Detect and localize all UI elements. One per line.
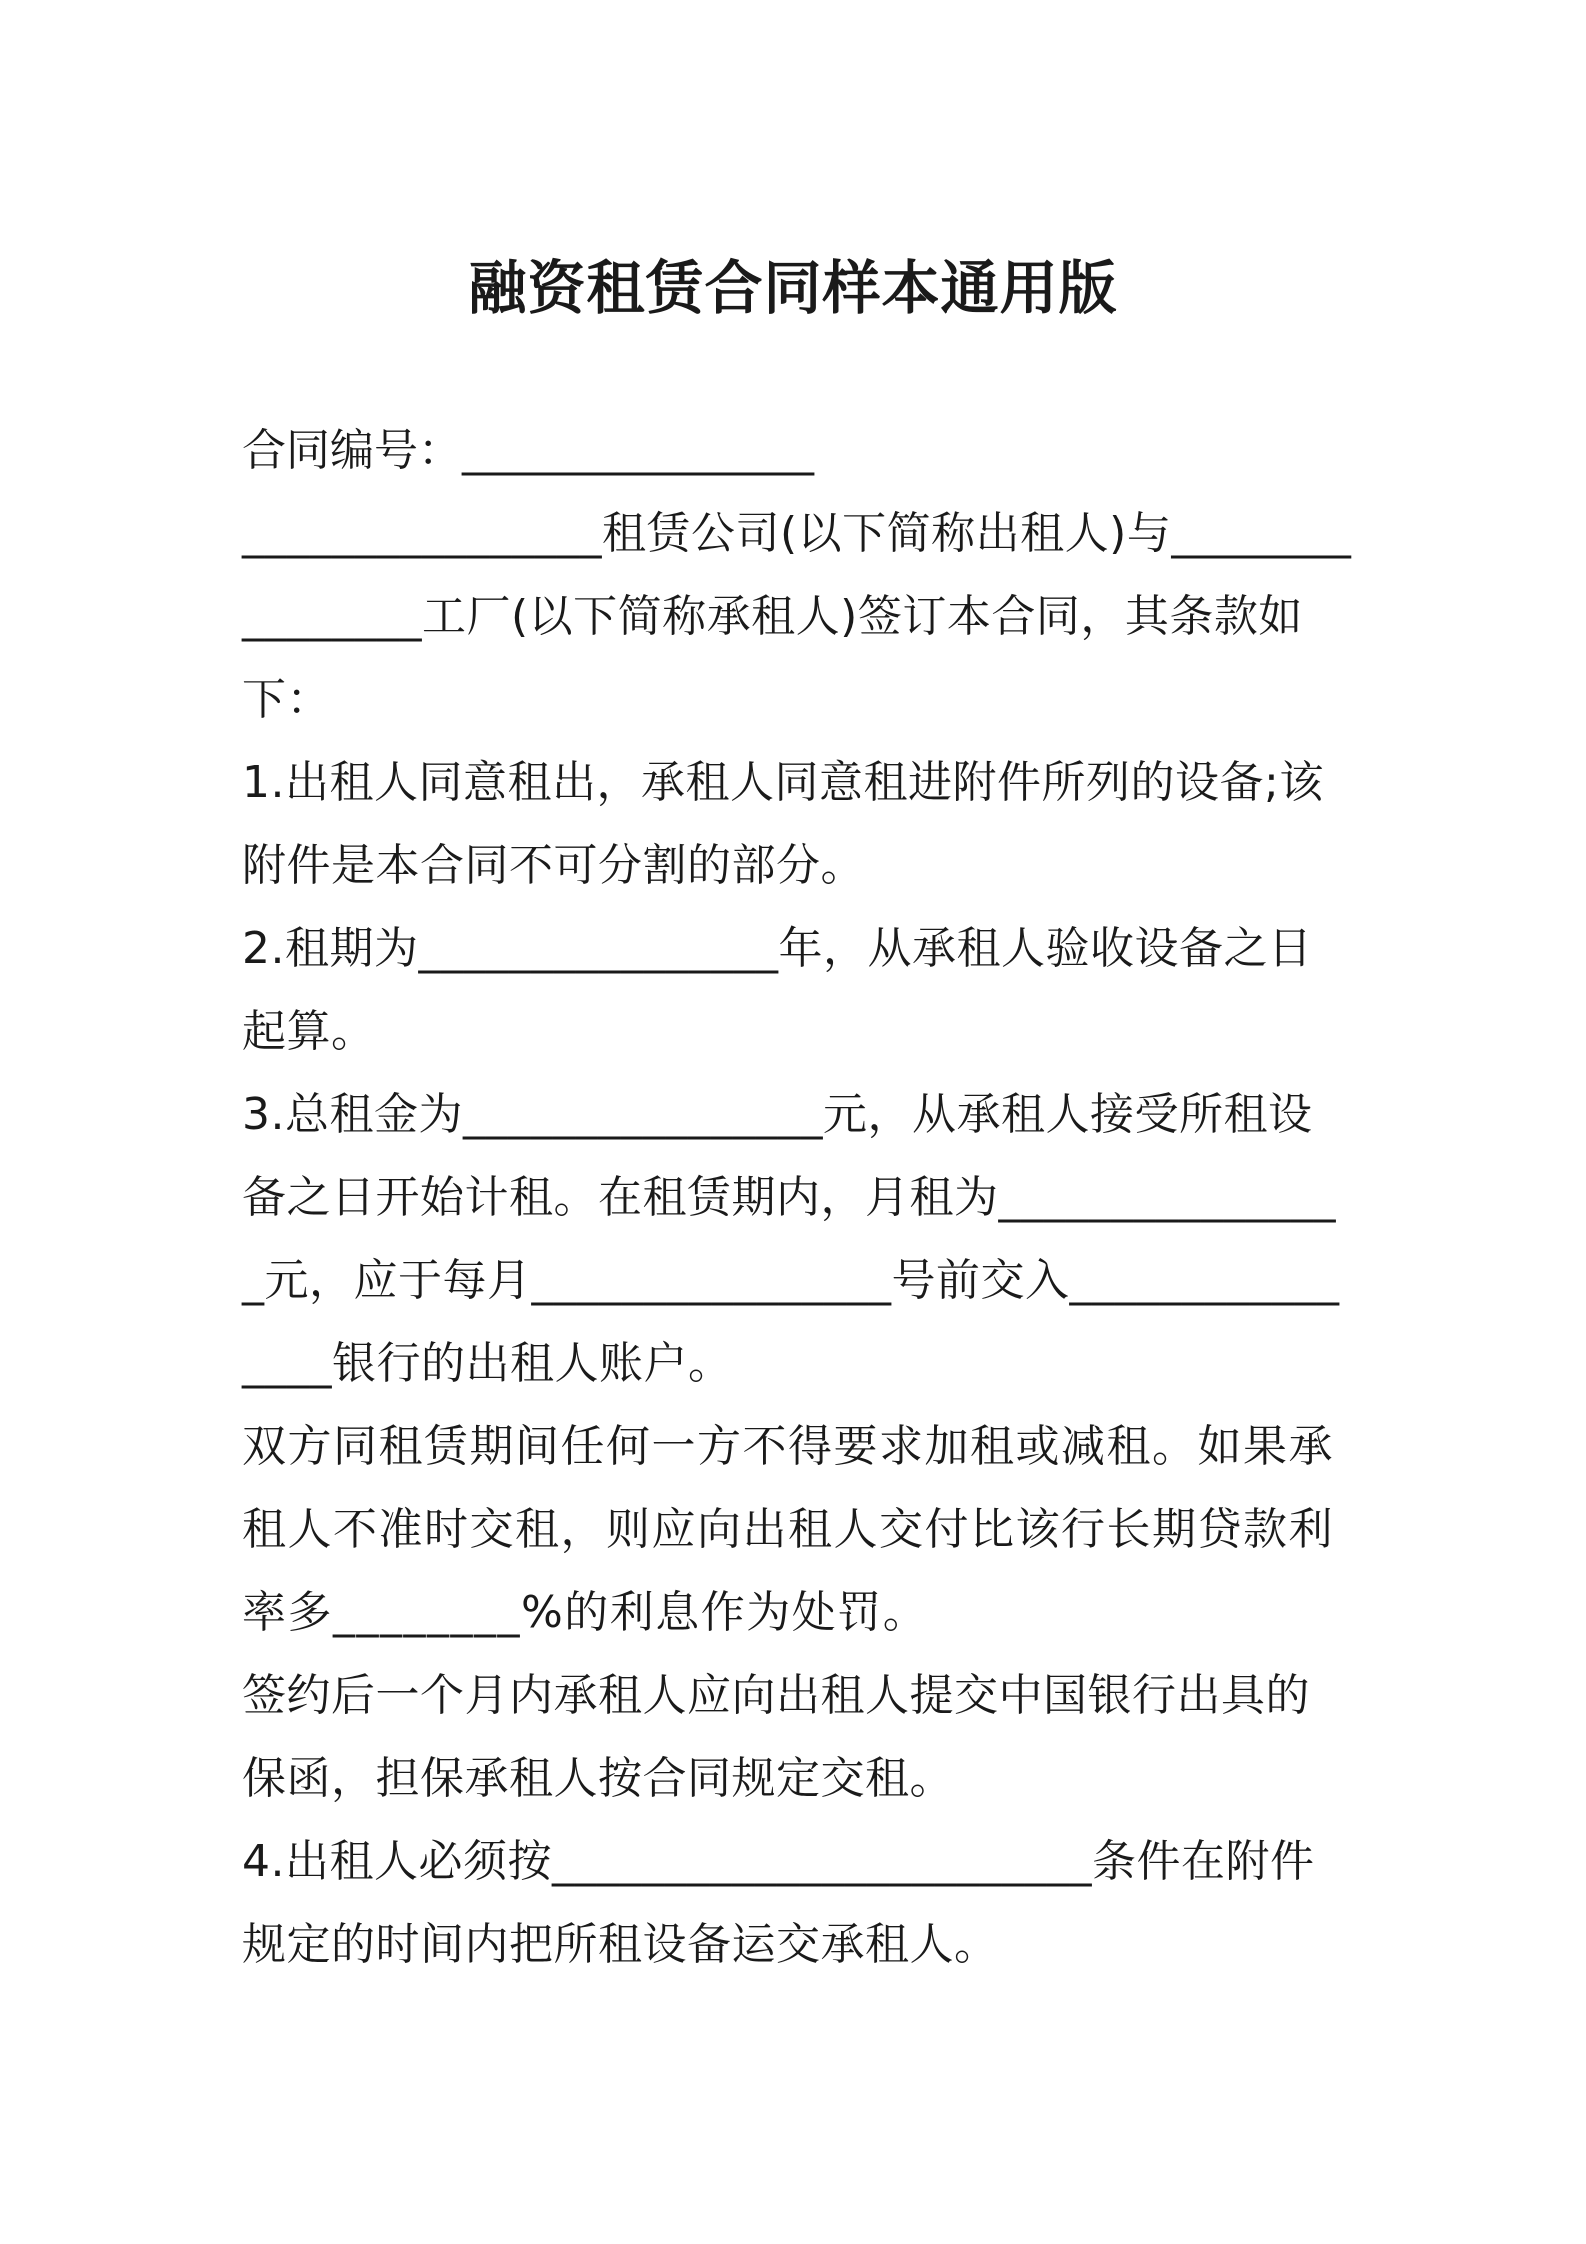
parties-paragraph: ________________租赁公司(以下简称出租人)与________________工厂(以下简称承租人)签订本合同，其条款如下： [242, 508, 1352, 725]
document-title: 融资租赁合同样本通用版 [468, 254, 1118, 322]
contract-number-line: 合同编号：________________ [242, 425, 814, 476]
clause-2-paragraph: 2.租期为________________年，从承租人验收设备之日起算。 [242, 923, 1313, 1057]
guarantee-paragraph: 签约后一个月内承租人应向出租人提交中国银行出具的保函，担保承租人按合同规定交租。 [242, 1670, 1310, 1804]
late-fee-paragraph: 双方同租赁期间任何一方不得要求加租或减租。如果承租人不准时交租，则应向出租人交付比该行长期贷款利率多________%的利息作为处罚。 [242, 1421, 1334, 1638]
clause-3-paragraph: 3.总租金为________________元，从承租人接受所租设备之日开始计租。在租赁期内，月租为________________元，应于每月________________号前交入________________银行的出租人账户。 [242, 1089, 1340, 1389]
clause-4-paragraph: 4.出租人必须按________________________条件在附件规定的时间内把所租设备运交承租人。 [242, 1836, 1315, 1970]
document-body [242, 409, 1354, 1986]
clause-1-paragraph: 1.出租人同意租出，承租人同意租进附件所列的设备;该附件是本合同不可分割的部分。 [242, 757, 1324, 891]
